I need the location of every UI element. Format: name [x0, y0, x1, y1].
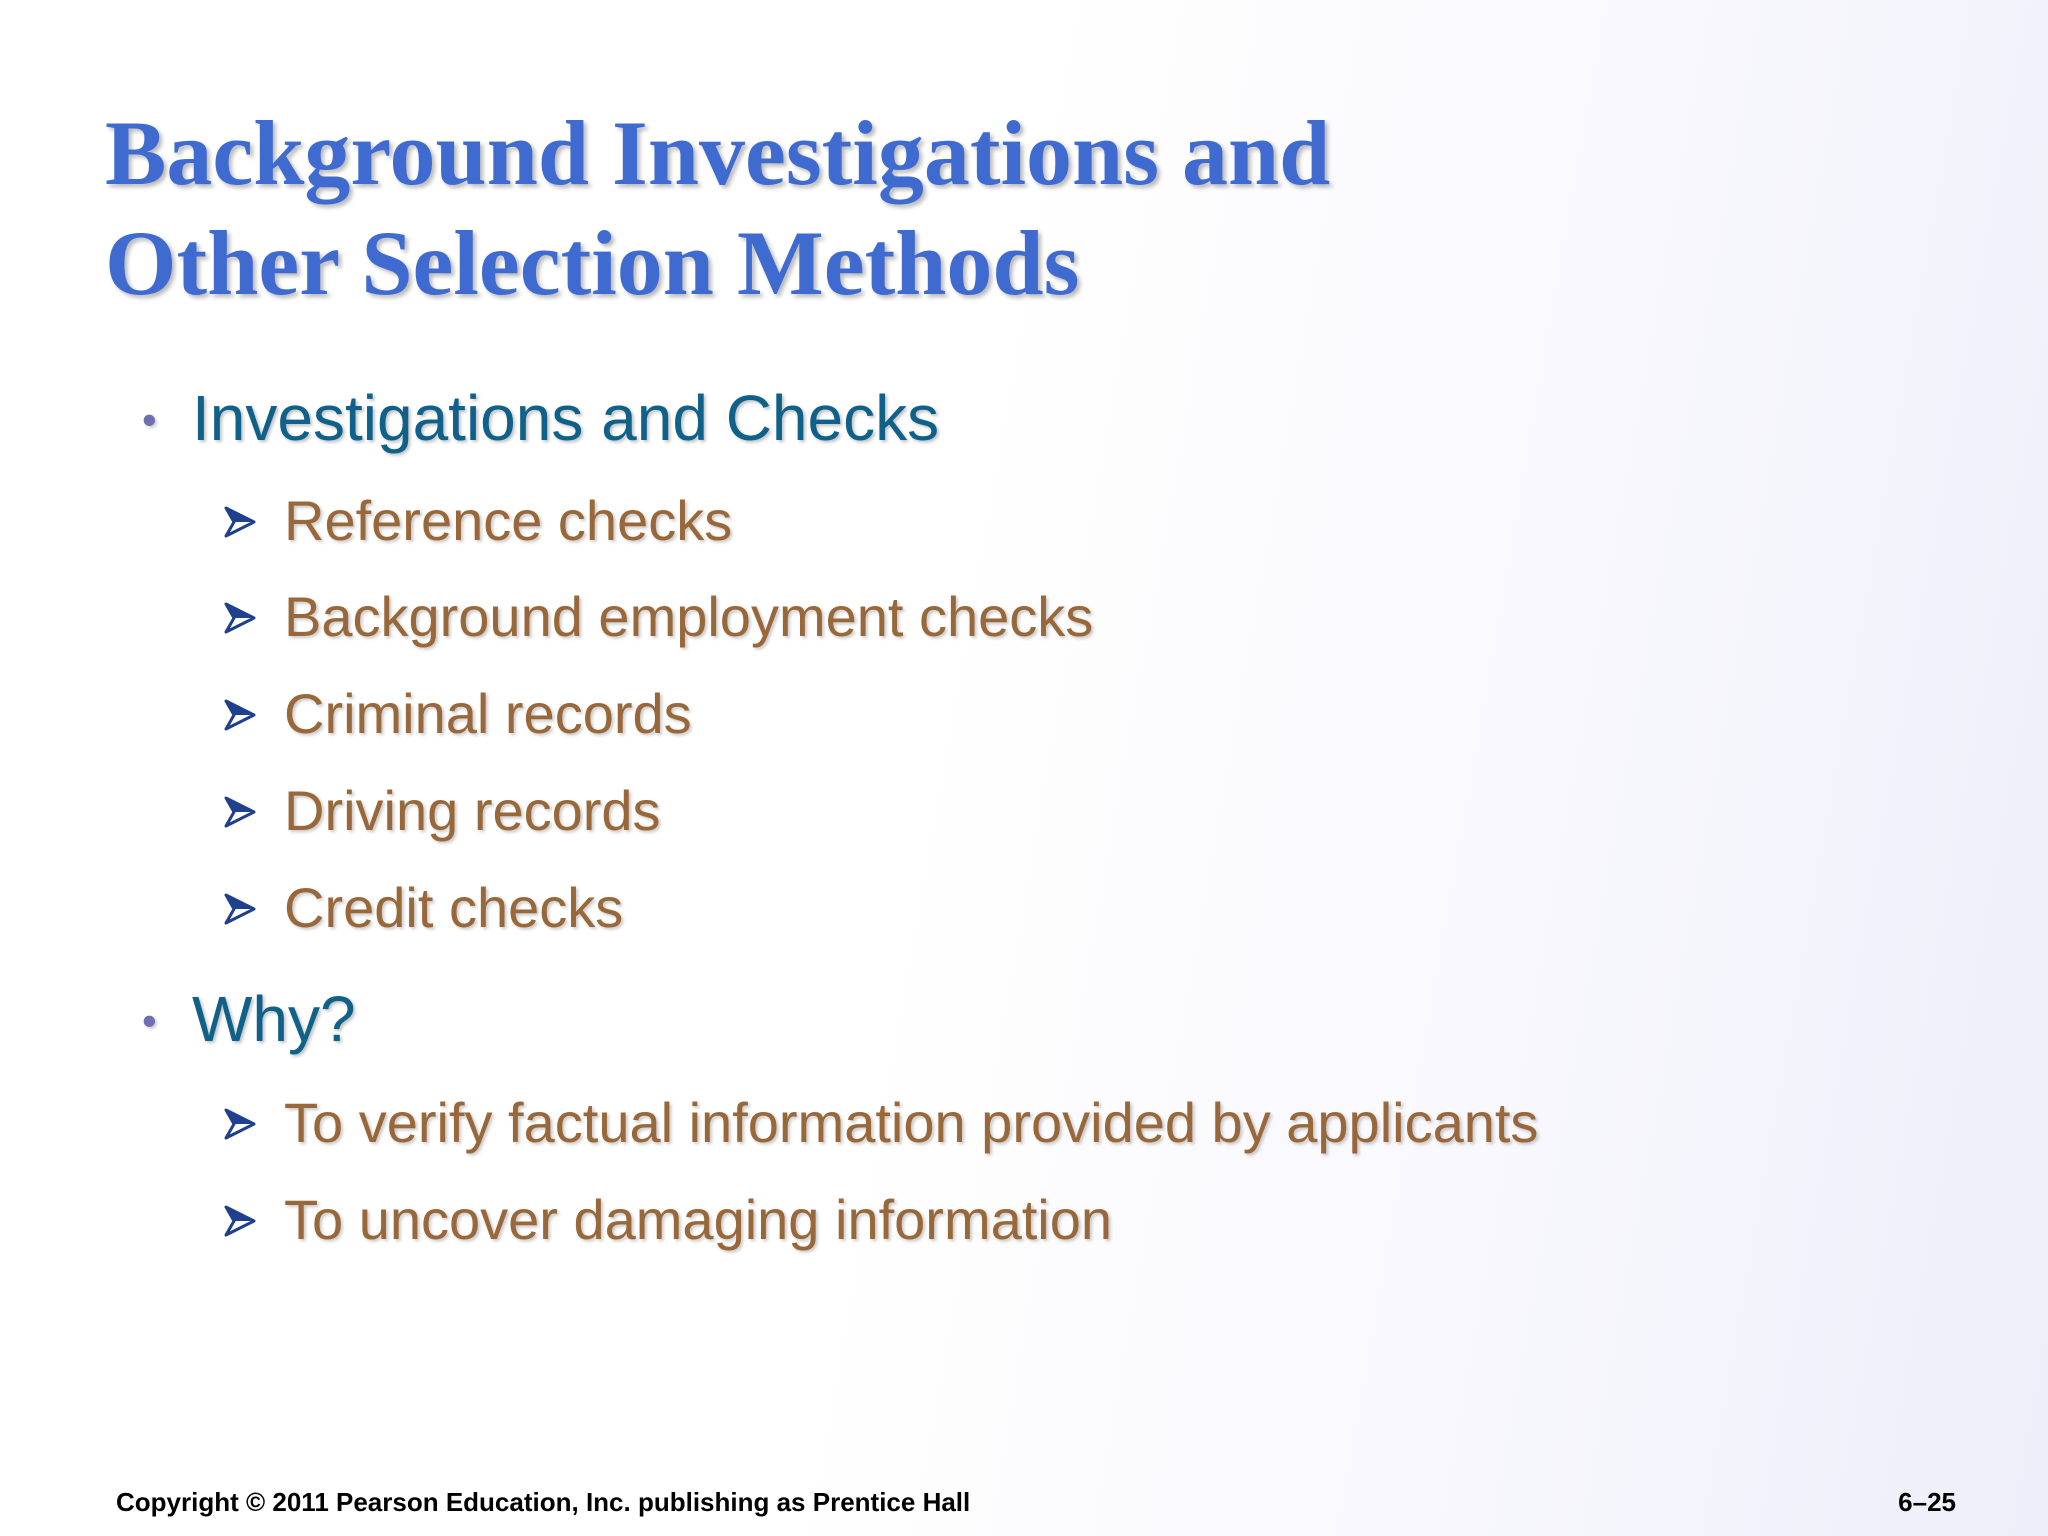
arrowhead-bullet-icon	[222, 600, 258, 636]
bullet-dot-icon: •	[142, 396, 157, 443]
section-heading-investigations: Investigations and Checks	[192, 382, 940, 454]
arrowhead-bullet-icon	[222, 794, 258, 830]
list-item: To uncover damaging information	[284, 1188, 1113, 1251]
list-item: Reference checks	[284, 489, 733, 552]
list-item: Background employment checks	[284, 585, 1094, 648]
slide-title	[105, 98, 1905, 318]
bullet-dot-icon: •	[142, 997, 157, 1044]
list-item: Criminal records	[284, 682, 692, 745]
slide-title-line-2: Other Selection Methods	[105, 212, 1080, 314]
arrowhead-bullet-icon	[222, 1106, 258, 1142]
slide-title-line-1: Background Investigations and	[105, 102, 1331, 204]
footer-copyright: Copyright © 2011 Pearson Education, Inc. publishing as Prentice Hall	[116, 1487, 971, 1517]
arrowhead-bullet-icon	[222, 504, 258, 540]
list-item: Credit checks	[284, 876, 624, 939]
list-item: Driving records	[284, 779, 661, 842]
arrowhead-bullet-icon	[222, 891, 258, 927]
section-heading-why: Why?	[192, 983, 356, 1055]
list-item: To verify factual information provided by applicants	[284, 1091, 1539, 1154]
arrowhead-bullet-icon	[222, 1203, 258, 1239]
arrowhead-bullet-icon	[222, 697, 258, 733]
footer-page-number: 6–25	[1898, 1487, 1956, 1517]
